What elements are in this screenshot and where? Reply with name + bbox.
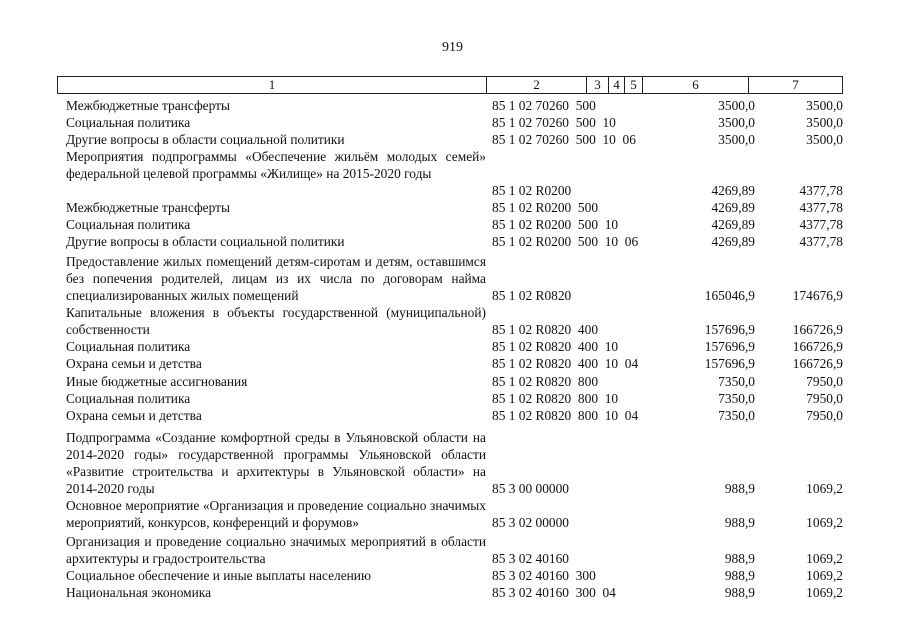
header-col-4: 4 [608, 77, 624, 93]
row-value-col7: 1069,2 [806, 568, 843, 583]
table-row [0, 114, 905, 131]
row-code: 85 3 02 00000 [492, 515, 569, 530]
row-value-col6: 7350,0 [718, 391, 755, 406]
row-value-col7: 166726,9 [792, 322, 843, 337]
row-name: Межбюджетные трансферты [66, 200, 230, 215]
row-value-col6: 157696,9 [704, 339, 755, 354]
row-value-col7: 3500,0 [806, 115, 843, 130]
row-name: Иные бюджетные ассигнования [66, 374, 248, 389]
row-code: 85 3 00 00000 [492, 481, 569, 496]
row-value-col6: 7350,0 [718, 408, 755, 423]
row-value-col6: 988,9 [724, 481, 755, 496]
table-row [0, 304, 905, 338]
page-number: 919 [442, 40, 463, 55]
row-name: Межбюджетные трансферты [66, 98, 230, 113]
row-code: 85 1 02 R0200 500 [492, 200, 599, 215]
table-row [0, 584, 905, 601]
row-value-col7: 4377,78 [799, 217, 843, 232]
table-row [0, 429, 905, 497]
row-name: Мероприятия подпрограммы «Обеспечение жильём молодых семей» федеральной целевой программы «Жилище» на 2015-2020 годы [66, 149, 486, 181]
row-name: Капитальные вложения в объекты государственной (муниципальной) собственности [66, 305, 486, 337]
row-value-col7: 1069,2 [806, 515, 843, 530]
row-code: 85 3 02 40160 [492, 551, 569, 566]
row-code: 85 1 02 R0820 400 [492, 322, 599, 337]
table-row [0, 497, 905, 531]
row-name: Организация и проведение социально значимых мероприятий в области архитектуры и градостроительства [66, 534, 486, 566]
row-value-col6: 988,9 [724, 515, 755, 530]
row-code: 85 1 02 R0200 500 10 [492, 217, 619, 232]
row-value-col6: 3500,0 [718, 132, 755, 147]
row-value-col6: 165046,9 [704, 288, 755, 303]
row-name: Подпрограмма «Создание комфортной среды в Ульяновской области на 2014-2020 годы» государственной программы Ульяновской области «Развитие строительства и архитектуры в Ульяновской области» на 2014-2020 годы [66, 430, 486, 496]
row-value-col6: 4269,89 [711, 217, 755, 232]
row-code: 85 1 02 R0820 800 10 [492, 391, 619, 406]
row-value-col7: 1069,2 [806, 585, 843, 600]
table-row [0, 390, 905, 407]
row-code: 85 1 02 R0820 400 10 [492, 339, 619, 354]
row-value-col7: 7950,0 [806, 374, 843, 389]
row-value-col7: 4377,78 [799, 200, 843, 215]
row-name: Социальная политика [66, 115, 191, 130]
row-name: Другие вопросы в области социальной политики [66, 234, 345, 249]
row-name: Основное мероприятие «Организация и проведение социально значимых мероприятий, конкурсов, конференций и форумов» [66, 498, 486, 530]
table-row [0, 131, 905, 148]
row-value-col7: 4377,78 [799, 183, 843, 198]
row-value-col6: 988,9 [724, 551, 755, 566]
row-name: Охрана семьи и детства [66, 356, 202, 371]
row-code: 85 1 02 R0820 800 [492, 374, 599, 389]
row-code: 85 1 02 R0820 400 10 04 [492, 356, 639, 371]
row-code: 85 1 02 70260 500 10 06 [492, 132, 636, 147]
row-value-col7: 3500,0 [806, 98, 843, 113]
table-row [0, 216, 905, 233]
row-value-col6: 4269,89 [711, 183, 755, 198]
table-row [0, 97, 905, 114]
row-code: 85 1 02 R0820 800 10 04 [492, 408, 639, 423]
header-col-7: 7 [748, 77, 842, 93]
row-code: 85 1 02 70260 500 10 [492, 115, 616, 130]
table-row [0, 533, 905, 567]
row-name: Социальная политика [66, 217, 191, 232]
row-name: Охрана семьи и детства [66, 408, 202, 423]
row-code: 85 1 02 70260 500 [492, 98, 596, 113]
row-value-col6: 4269,89 [711, 234, 755, 249]
row-value-col6: 3500,0 [718, 98, 755, 113]
table-row [0, 199, 905, 216]
row-value-col6: 988,9 [724, 568, 755, 583]
table-header [57, 76, 843, 94]
row-code: 85 3 02 40160 300 04 [492, 585, 616, 600]
table-row [0, 233, 905, 250]
row-value-col7: 1069,2 [806, 551, 843, 566]
row-value-col7: 7950,0 [806, 408, 843, 423]
row-value-col6: 3500,0 [718, 115, 755, 130]
row-value-col6: 988,9 [724, 585, 755, 600]
row-value-col6: 4269,89 [711, 200, 755, 215]
row-name: Социальное обеспечение и иные выплаты населению [66, 568, 371, 583]
table-row [0, 407, 905, 424]
row-value-col7: 166726,9 [792, 339, 843, 354]
row-name: Предоставление жилых помещений детям-сиротам и детям, оставшимся без попечения родителей, лицам из их числа по договорам найма специализированных жилых помещений [66, 254, 486, 303]
row-value-col6: 157696,9 [704, 322, 755, 337]
table-row [0, 567, 905, 584]
row-code: 85 3 02 40160 300 [492, 568, 596, 583]
row-value-col7: 174676,9 [792, 288, 843, 303]
row-value-col6: 7350,0 [718, 374, 755, 389]
row-value-col7: 166726,9 [792, 356, 843, 371]
table-row [0, 373, 905, 390]
row-value-col6: 157696,9 [704, 356, 755, 371]
table-row [0, 253, 905, 304]
row-code: 85 1 02 R0200 500 10 06 [492, 234, 639, 249]
row-value-col7: 4377,78 [799, 234, 843, 249]
table-row [0, 338, 905, 355]
header-col-6: 6 [642, 77, 748, 93]
header-col-2: 2 [486, 77, 586, 93]
row-name: Социальная политика [66, 391, 191, 406]
row-name: Социальная политика [66, 339, 191, 354]
header-col-5: 5 [624, 77, 642, 93]
row-code: 85 1 02 R0200 [492, 183, 572, 198]
row-name: Национальная экономика [66, 585, 212, 600]
row-value-col7: 1069,2 [806, 481, 843, 496]
table-row [0, 148, 905, 199]
row-value-col7: 7950,0 [806, 391, 843, 406]
header-col-3: 3 [586, 77, 608, 93]
header-col-1: 1 [268, 77, 276, 92]
row-code: 85 1 02 R0820 [492, 288, 572, 303]
row-name: Другие вопросы в области социальной политики [66, 132, 345, 147]
row-value-col7: 3500,0 [806, 132, 843, 147]
table-row [0, 355, 905, 372]
